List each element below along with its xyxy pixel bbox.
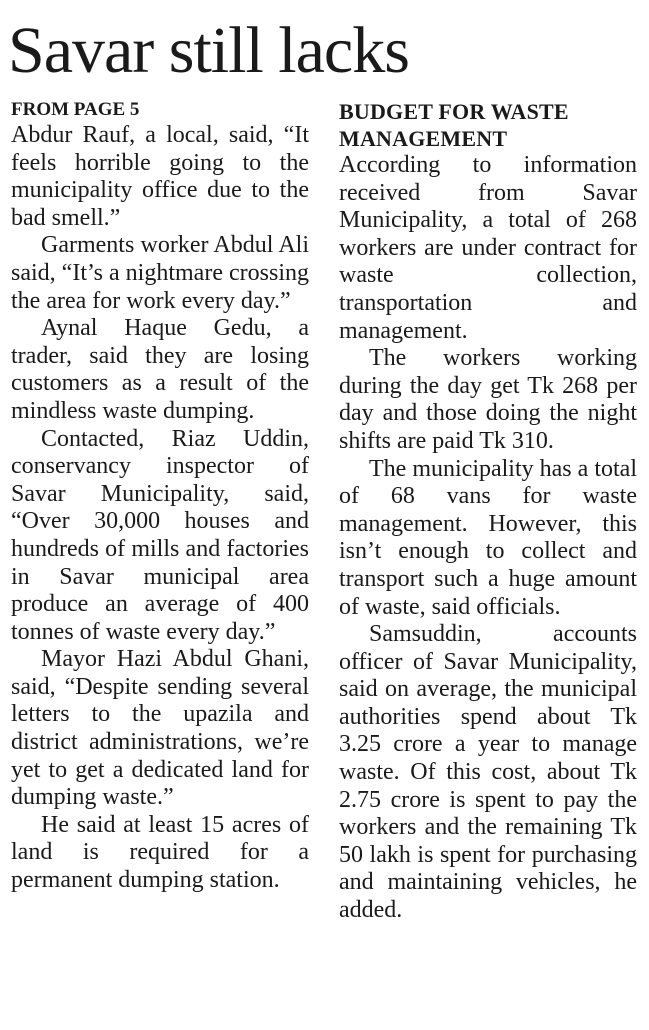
paragraph: Garments worker Abdul Ali said, “It’s a nightmare crossing the area for work every day.” (11, 232, 309, 314)
paragraph: Samsuddin, accounts officer of Savar Municipality, said on average, the municipal authorities spend about Tk 3.25 crore a year to manage waste. Of this cost, about Tk 2.75 crore is spent to pay the workers and the remaining Tk 50 lakh is spent for purchasing and maintaining vehicles, he added. (339, 621, 637, 924)
headline: Savar still lacks (8, 14, 409, 87)
paragraph: Abdur Rauf, a local, said, “It feels horrible going to the municipality office due to the bad smell.” (11, 122, 309, 231)
article-column-left (11, 98, 309, 895)
paragraph: The workers working during the day get Tk 268 per day and those doing the night shifts are paid Tk 310. (339, 345, 637, 454)
paragraph: Contacted, Riaz Uddin, conservancy inspector of Savar Municipality, said, “Over 30,000 houses and hundreds of mills and factories in Savar municipal area produce an average of 400 tonnes of waste every day.” (11, 425, 309, 645)
continued-from-kicker: FROM PAGE 5 (11, 99, 140, 120)
paragraph: Aynal Haque Gedu, a trader, said they are losing customers as a result of the mindless waste dumping. (11, 315, 309, 424)
paragraph: According to information received from Savar Municipality, a total of 268 workers are under contract for waste collection, transportation and management. (339, 152, 637, 344)
paragraph: Mayor Hazi Abdul Ghani, said, “Despite sending several letters to the upazila and district administrations, we’re yet to get a dedicated land for dumping waste.” (11, 646, 309, 811)
section-subhead: BUDGET FOR WASTE MANAGEMENT (339, 99, 569, 151)
paragraph: He said at least 15 acres of land is required for a permanent dumping station. (11, 811, 309, 894)
paragraph: The municipality has a total of 68 vans for waste management. However, this isn’t enough to collect and transport such a huge amount of waste, said officials. (339, 455, 637, 620)
article-column-right (339, 98, 637, 925)
